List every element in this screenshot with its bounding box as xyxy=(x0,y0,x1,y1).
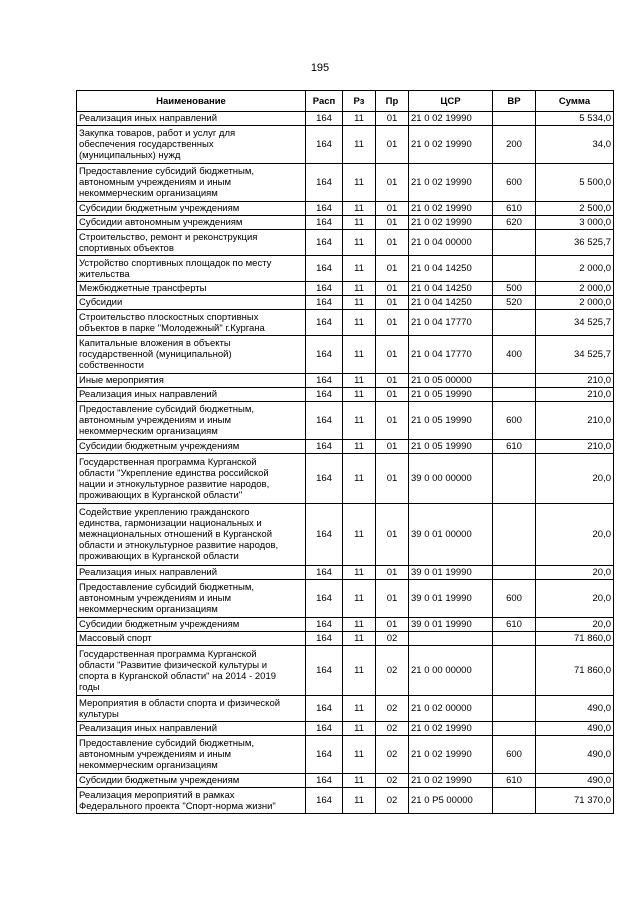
cell-sum: 490,0 xyxy=(536,774,614,788)
cell-rz: 11 xyxy=(343,374,376,388)
table-row xyxy=(77,112,614,126)
cell-pr: 01 xyxy=(376,310,409,336)
cell-name: Предоставление субсидий бюджетным, автономным учреждениям и иным некоммерческим организациям xyxy=(77,164,306,202)
table-row xyxy=(77,696,614,722)
table-row xyxy=(77,282,614,296)
cell-rasp: 164 xyxy=(306,722,343,736)
cell-sum: 34 525,7 xyxy=(536,310,614,336)
cell-csr: 21 0 02 19990 xyxy=(409,112,493,126)
cell-pr: 01 xyxy=(376,216,409,230)
cell-name: Государственная программа Курганской области "Укрепление единства российской нации и этнокультурное развитие народов, проживающих в Курганской области" xyxy=(77,454,306,504)
cell-vr: 610 xyxy=(493,774,536,788)
cell-csr: 21 0 05 19990 xyxy=(409,388,493,402)
cell-sum: 490,0 xyxy=(536,722,614,736)
cell-rasp: 164 xyxy=(306,454,343,504)
cell-vr xyxy=(493,632,536,646)
cell-pr: 02 xyxy=(376,722,409,736)
cell-sum: 20,0 xyxy=(536,566,614,580)
cell-pr: 01 xyxy=(376,112,409,126)
cell-csr: 39 0 01 19990 xyxy=(409,618,493,632)
table-row xyxy=(77,402,614,440)
cell-vr: 600 xyxy=(493,164,536,202)
cell-pr: 02 xyxy=(376,736,409,774)
cell-rz: 11 xyxy=(343,336,376,374)
cell-pr: 01 xyxy=(376,388,409,402)
cell-name: Предоставление субсидий бюджетным, автономным учреждениям и иным некоммерческим организациям xyxy=(77,580,306,618)
cell-vr xyxy=(493,256,536,282)
cell-name: Субсидии бюджетным учреждениям xyxy=(77,440,306,454)
cell-vr: 610 xyxy=(493,618,536,632)
cell-rasp: 164 xyxy=(306,282,343,296)
cell-rz: 11 xyxy=(343,696,376,722)
cell-rz: 11 xyxy=(343,440,376,454)
table-row xyxy=(77,388,614,402)
cell-sum: 71 860,0 xyxy=(536,646,614,696)
cell-pr: 01 xyxy=(376,336,409,374)
cell-csr: 21 0 04 00000 xyxy=(409,230,493,256)
cell-rasp: 164 xyxy=(306,696,343,722)
cell-sum: 34,0 xyxy=(536,126,614,164)
table-row xyxy=(77,216,614,230)
cell-sum: 5 500,0 xyxy=(536,164,614,202)
table-row xyxy=(77,256,614,282)
header-name: Наименование xyxy=(77,91,306,112)
cell-vr: 610 xyxy=(493,202,536,216)
cell-csr: 21 0 02 19990 xyxy=(409,126,493,164)
cell-pr: 02 xyxy=(376,788,409,814)
cell-rasp: 164 xyxy=(306,310,343,336)
cell-sum: 20,0 xyxy=(536,618,614,632)
cell-csr: 21 0 05 00000 xyxy=(409,374,493,388)
cell-pr: 02 xyxy=(376,696,409,722)
cell-rasp: 164 xyxy=(306,230,343,256)
cell-rz: 11 xyxy=(343,580,376,618)
cell-csr: 21 0 04 17770 xyxy=(409,336,493,374)
cell-csr xyxy=(409,632,493,646)
page-number: 195 xyxy=(310,62,330,74)
table-row xyxy=(77,722,614,736)
cell-csr: 21 0 00 00000 xyxy=(409,646,493,696)
cell-pr: 01 xyxy=(376,256,409,282)
cell-sum: 2 000,0 xyxy=(536,296,614,310)
cell-rasp: 164 xyxy=(306,736,343,774)
cell-pr: 02 xyxy=(376,632,409,646)
cell-csr: 21 0 02 19990 xyxy=(409,202,493,216)
cell-sum: 20,0 xyxy=(536,580,614,618)
cell-vr xyxy=(493,388,536,402)
cell-rz: 11 xyxy=(343,454,376,504)
cell-vr xyxy=(493,646,536,696)
cell-rasp: 164 xyxy=(306,632,343,646)
cell-rz: 11 xyxy=(343,504,376,566)
header-vr: ВР xyxy=(493,91,536,112)
cell-sum: 490,0 xyxy=(536,736,614,774)
cell-rz: 11 xyxy=(343,736,376,774)
cell-csr: 21 0 05 19990 xyxy=(409,402,493,440)
cell-name: Предоставление субсидий бюджетным, автономным учреждениям и иным некоммерческим организациям xyxy=(77,736,306,774)
cell-rz: 11 xyxy=(343,216,376,230)
table-row xyxy=(77,164,614,202)
cell-rz: 11 xyxy=(343,256,376,282)
header-csr: ЦСР xyxy=(409,91,493,112)
cell-rz: 11 xyxy=(343,774,376,788)
cell-rasp: 164 xyxy=(306,164,343,202)
cell-sum: 2 000,0 xyxy=(536,282,614,296)
cell-csr: 21 0 04 17770 xyxy=(409,310,493,336)
cell-rasp: 164 xyxy=(306,566,343,580)
cell-csr: 21 0 04 14250 xyxy=(409,282,493,296)
header-rz: Рз xyxy=(343,91,376,112)
cell-pr: 01 xyxy=(376,402,409,440)
cell-pr: 01 xyxy=(376,296,409,310)
cell-name: Субсидии автономным учреждениям xyxy=(77,216,306,230)
table-row xyxy=(77,202,614,216)
cell-sum: 34 525,7 xyxy=(536,336,614,374)
cell-rasp: 164 xyxy=(306,296,343,310)
cell-csr: 21 0 02 19990 xyxy=(409,774,493,788)
cell-csr: 21 0 P5 00000 xyxy=(409,788,493,814)
cell-vr xyxy=(493,454,536,504)
cell-pr: 01 xyxy=(376,282,409,296)
cell-name: Содействие укреплению гражданского единства, гармонизации национальных и межнациональных отношений в Курганской области и этнокультурное развитие народов, проживающих в Курганской области xyxy=(77,504,306,566)
table-row xyxy=(77,646,614,696)
cell-rasp: 164 xyxy=(306,788,343,814)
cell-name: Субсидии xyxy=(77,296,306,310)
cell-vr xyxy=(493,722,536,736)
cell-csr: 21 0 02 19990 xyxy=(409,216,493,230)
cell-rz: 11 xyxy=(343,230,376,256)
cell-name: Реализация иных направлений xyxy=(77,722,306,736)
cell-name: Иные мероприятия xyxy=(77,374,306,388)
cell-rz: 11 xyxy=(343,282,376,296)
cell-rz: 11 xyxy=(343,402,376,440)
cell-name: Устройство спортивных площадок по месту жительства xyxy=(77,256,306,282)
cell-rasp: 164 xyxy=(306,402,343,440)
cell-rz: 11 xyxy=(343,388,376,402)
cell-pr: 01 xyxy=(376,504,409,566)
cell-vr xyxy=(493,310,536,336)
cell-name: Закупка товаров, работ и услуг для обеспечения государственных (муниципальных) нужд xyxy=(77,126,306,164)
cell-name: Реализация иных направлений xyxy=(77,388,306,402)
cell-vr xyxy=(493,230,536,256)
cell-name: Субсидии бюджетным учреждениям xyxy=(77,202,306,216)
cell-pr: 01 xyxy=(376,566,409,580)
table-row xyxy=(77,504,614,566)
cell-sum: 71 860,0 xyxy=(536,632,614,646)
cell-sum: 210,0 xyxy=(536,440,614,454)
table-row xyxy=(77,454,614,504)
cell-name: Массовый спорт xyxy=(77,632,306,646)
cell-rasp: 164 xyxy=(306,646,343,696)
cell-name: Межбюджетные трансферты xyxy=(77,282,306,296)
cell-vr xyxy=(493,374,536,388)
cell-sum: 71 370,0 xyxy=(536,788,614,814)
table-row xyxy=(77,296,614,310)
cell-vr: 600 xyxy=(493,402,536,440)
cell-csr: 21 0 04 14250 xyxy=(409,296,493,310)
cell-rz: 11 xyxy=(343,164,376,202)
cell-csr: 39 0 00 00000 xyxy=(409,454,493,504)
cell-vr: 600 xyxy=(493,736,536,774)
cell-pr: 02 xyxy=(376,774,409,788)
cell-vr: 500 xyxy=(493,282,536,296)
cell-name: Капитальные вложения в объекты государственной (муниципальной) собственности xyxy=(77,336,306,374)
table-row xyxy=(77,580,614,618)
cell-vr: 620 xyxy=(493,216,536,230)
table-row xyxy=(77,736,614,774)
table-row xyxy=(77,440,614,454)
cell-rasp: 164 xyxy=(306,618,343,632)
table-header-row xyxy=(77,91,614,112)
cell-csr: 21 0 02 00000 xyxy=(409,696,493,722)
cell-sum: 2 000,0 xyxy=(536,256,614,282)
cell-name: Реализация иных направлений xyxy=(77,112,306,126)
cell-rz: 11 xyxy=(343,722,376,736)
cell-rz: 11 xyxy=(343,310,376,336)
cell-name: Реализация мероприятий в рамках Федерального проекта "Спорт-норма жизни" xyxy=(77,788,306,814)
cell-pr: 01 xyxy=(376,164,409,202)
table-row xyxy=(77,788,614,814)
cell-rasp: 164 xyxy=(306,504,343,566)
cell-sum: 3 000,0 xyxy=(536,216,614,230)
cell-pr: 01 xyxy=(376,454,409,504)
cell-rasp: 164 xyxy=(306,112,343,126)
cell-name: Государственная программа Курганской области "Развитие физической культуры и спорта в Курганской области" на 2014 - 2019 годы xyxy=(77,646,306,696)
cell-rasp: 164 xyxy=(306,216,343,230)
cell-csr: 21 0 05 19990 xyxy=(409,440,493,454)
cell-rz: 11 xyxy=(343,202,376,216)
cell-vr xyxy=(493,696,536,722)
table-row xyxy=(77,336,614,374)
cell-csr: 39 0 01 00000 xyxy=(409,504,493,566)
cell-rz: 11 xyxy=(343,126,376,164)
cell-rasp: 164 xyxy=(306,440,343,454)
cell-rz: 11 xyxy=(343,788,376,814)
cell-rz: 11 xyxy=(343,646,376,696)
cell-rz: 11 xyxy=(343,632,376,646)
cell-vr: 400 xyxy=(493,336,536,374)
cell-rasp: 164 xyxy=(306,202,343,216)
cell-vr: 200 xyxy=(493,126,536,164)
cell-sum: 210,0 xyxy=(536,402,614,440)
cell-sum: 210,0 xyxy=(536,388,614,402)
cell-rz: 11 xyxy=(343,566,376,580)
cell-vr: 520 xyxy=(493,296,536,310)
cell-name: Субсидии бюджетным учреждениям xyxy=(77,618,306,632)
cell-vr xyxy=(493,788,536,814)
table-row xyxy=(77,632,614,646)
header-rasp: Расп xyxy=(306,91,343,112)
cell-rasp: 164 xyxy=(306,580,343,618)
cell-rz: 11 xyxy=(343,618,376,632)
cell-vr xyxy=(493,504,536,566)
cell-csr: 39 0 01 19990 xyxy=(409,580,493,618)
cell-rasp: 164 xyxy=(306,374,343,388)
cell-csr: 21 0 02 19990 xyxy=(409,736,493,774)
budget-table xyxy=(76,90,614,814)
cell-pr: 01 xyxy=(376,230,409,256)
cell-rz: 11 xyxy=(343,112,376,126)
cell-csr: 21 0 02 19990 xyxy=(409,722,493,736)
cell-rasp: 164 xyxy=(306,256,343,282)
cell-vr: 610 xyxy=(493,440,536,454)
cell-csr: 21 0 04 14250 xyxy=(409,256,493,282)
cell-pr: 01 xyxy=(376,202,409,216)
cell-pr: 01 xyxy=(376,580,409,618)
cell-name: Реализация иных направлений xyxy=(77,566,306,580)
table-row xyxy=(77,374,614,388)
table-row xyxy=(77,310,614,336)
cell-csr: 39 0 01 19990 xyxy=(409,566,493,580)
cell-rasp: 164 xyxy=(306,388,343,402)
table-row xyxy=(77,126,614,164)
cell-rasp: 164 xyxy=(306,126,343,164)
cell-sum: 490,0 xyxy=(536,696,614,722)
table-row xyxy=(77,230,614,256)
cell-sum: 20,0 xyxy=(536,504,614,566)
cell-sum: 36 525,7 xyxy=(536,230,614,256)
cell-name: Мероприятия в области спорта и физической культуры xyxy=(77,696,306,722)
cell-sum: 5 534,0 xyxy=(536,112,614,126)
header-sum: Сумма xyxy=(536,91,614,112)
table-row xyxy=(77,566,614,580)
cell-name: Строительство, ремонт и реконструкция спортивных объектов xyxy=(77,230,306,256)
cell-sum: 2 500,0 xyxy=(536,202,614,216)
cell-rasp: 164 xyxy=(306,336,343,374)
cell-pr: 01 xyxy=(376,440,409,454)
cell-pr: 01 xyxy=(376,374,409,388)
table-row xyxy=(77,618,614,632)
cell-sum: 20,0 xyxy=(536,454,614,504)
cell-pr: 01 xyxy=(376,126,409,164)
cell-pr: 02 xyxy=(376,646,409,696)
cell-name: Строительство плоскостных спортивных объектов в парке "Молодежный" г.Кургана xyxy=(77,310,306,336)
table-row xyxy=(77,774,614,788)
cell-vr: 600 xyxy=(493,580,536,618)
cell-vr xyxy=(493,112,536,126)
cell-name: Субсидии бюджетным учреждениям xyxy=(77,774,306,788)
cell-rasp: 164 xyxy=(306,774,343,788)
cell-pr: 01 xyxy=(376,618,409,632)
cell-name: Предоставление субсидий бюджетным, автономным учреждениям и иным некоммерческим организациям xyxy=(77,402,306,440)
cell-sum: 210,0 xyxy=(536,374,614,388)
cell-csr: 21 0 02 19990 xyxy=(409,164,493,202)
cell-vr xyxy=(493,566,536,580)
header-pr: Пр xyxy=(376,91,409,112)
cell-rz: 11 xyxy=(343,296,376,310)
